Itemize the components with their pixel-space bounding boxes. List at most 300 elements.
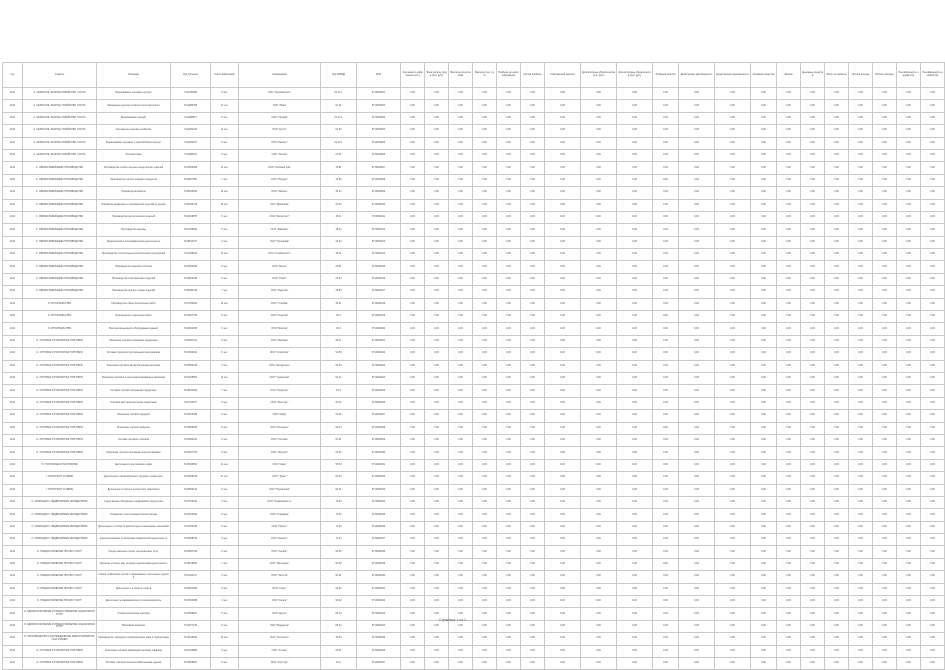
table-cell: 2011 [3,211,23,223]
table-cell: 0,00 [617,323,653,335]
table-cell: 0,00 [653,657,679,669]
table-cell: 0,00 [715,311,751,323]
table-cell: 4 чел. [211,236,239,248]
table-cell: 0,00 [873,100,897,112]
table-cell: 0,00 [497,571,521,583]
table-cell: 0,00 [581,187,617,199]
table-cell: 0,00 [921,311,945,323]
table-cell: 0,00 [545,211,581,223]
table-cell: 0,00 [873,372,897,384]
table-cell: 0,00 [545,261,581,273]
table-cell: 0,00 [521,360,545,372]
table-cell: 45.3 [321,323,357,335]
table-cell: 0,00 [449,323,473,335]
table-cell: 5710000003 [357,112,401,124]
table-cell: 0,00 [801,633,825,645]
table-cell: 0,00 [849,100,873,112]
table-cell: 0,00 [679,249,715,261]
table-cell: 2011 [3,149,23,161]
table-cell: ООО "Стройторг" [239,348,321,360]
table-cell: 0,00 [425,620,449,632]
table-cell: 0,00 [425,348,449,360]
table-cell: 0,00 [825,323,849,335]
table-cell: 0,00 [873,236,897,248]
table-cell: 0,00 [897,608,921,620]
column-header: Фонд оплаты труда (тыс. руб.) [425,63,449,88]
table-cell: 0,00 [473,434,497,446]
table-cell: 0,00 [679,496,715,508]
table-cell: 0,00 [897,137,921,149]
table-cell: O. ПРЕДОСТАВЛЕНИЕ ПРОЧИХ УСЛУГ [23,558,97,570]
table-cell: 0,00 [473,571,497,583]
column-header: Запасы [777,63,801,88]
table-cell: Розничная торговля бытовыми электротоварами [97,447,171,459]
table-cell: 0,00 [715,372,751,384]
table-cell: 0,00 [401,484,425,496]
table-cell: 0,00 [751,335,777,347]
table-cell: 7101044217 [171,571,211,583]
table-cell: 0,00 [825,397,849,409]
table-cell: O. ПРЕДОСТАВЛЕНИЕ ПРОЧИХ УСЛУГ [23,546,97,558]
table-cell: G. ОПТОВАЯ И РОЗНИЧНАЯ ТОРГОВЛЯ [23,385,97,397]
table-cell: 0,00 [825,496,849,508]
table-cell: 0,00 [581,311,617,323]
table-cell: Обработка древесины и производство изделий из дерева [97,199,171,211]
table-row [3,298,945,310]
table-cell: 0,00 [617,125,653,137]
table-cell: 0,00 [581,261,617,273]
table-cell: 85.12 [321,620,357,632]
table-cell: 0,00 [777,112,801,124]
table-cell: 0,00 [751,434,777,446]
table-row [3,249,945,261]
table-cell: 0,00 [473,385,497,397]
table-cell: 0,00 [497,558,521,570]
table-cell: 7101066819 [171,472,211,484]
table-row [3,422,945,434]
table-cell: 0,00 [617,273,653,285]
table-cell: 0,00 [679,385,715,397]
table-cell: 2011 [3,410,23,422]
table-cell: 0,00 [617,149,653,161]
table-cell: 5710000010 [357,199,401,211]
table-cell: 0,00 [715,633,751,645]
table-cell: 0,00 [777,211,801,223]
table-cell: ООО "Швейник" [239,224,321,236]
table-cell: 0,00 [545,249,581,261]
table-cell: 0,00 [449,360,473,372]
table-cell: 0,00 [617,348,653,360]
table-cell: 0,00 [425,583,449,595]
table-cell: 0,00 [679,311,715,323]
table-cell: 0,00 [873,509,897,521]
table-cell: 0,00 [617,162,653,174]
table-cell: 0,00 [849,521,873,533]
table-cell: 0,00 [401,112,425,124]
table-row [3,236,945,248]
table-cell: 0,00 [653,88,679,100]
table-cell: 0,00 [715,137,751,149]
table-cell: 0,00 [751,422,777,434]
table-cell: N. ЗДРАВООХРАНЕНИЕ И ПРЕДОСТАВЛЕНИЕ СОЦИАЛЬНЫХ УСЛУГ [23,608,97,620]
table-cell: 0,00 [545,571,581,583]
table-cell: 2011 [3,496,23,508]
table-cell: Деятельность прочего сухопутного транспорта [97,484,171,496]
table-cell: 0,00 [715,657,751,669]
table-cell: 0,00 [401,286,425,298]
column-header: Рентабельность продаж (%) [897,63,921,88]
table-cell: 0,00 [849,112,873,124]
table-cell: G. ОПТОВАЯ И РОЗНИЧНАЯ ТОРГОВЛЯ [23,348,97,360]
table-cell: 0,00 [653,360,679,372]
table-cell: ООО "Салон" [239,596,321,608]
table-cell: 0,00 [449,162,473,174]
table-cell: 5 чел. [211,335,239,347]
table-cell: Смешанное сельское хозяйство [97,125,171,137]
table-cell: 7104052226 [171,261,211,273]
table-cell: 5710000012 [357,224,401,236]
table-cell: 12 чел. [211,162,239,174]
table-cell: 0,00 [449,236,473,248]
table-cell: 0,00 [653,273,679,285]
table-cell: 0,00 [801,583,825,595]
table-cell: 0,00 [751,323,777,335]
table-cell: 0,00 [849,236,873,248]
table-cell: 0,00 [521,100,545,112]
table-cell: 0,00 [401,447,425,459]
table-cell: 0,00 [581,224,617,236]
table-cell: 51.51 [321,434,357,446]
table-cell: 0,00 [825,286,849,298]
table-cell: 0,00 [425,211,449,223]
table-cell: 0,00 [873,112,897,124]
table-cell: 0,00 [873,534,897,546]
table-cell: 0,00 [849,348,873,360]
table-cell: 0,00 [921,323,945,335]
table-cell: 6 чел. [211,224,239,236]
table-cell: 0,00 [617,633,653,645]
table-cell: 0,00 [401,385,425,397]
table-cell: 0,00 [425,236,449,248]
table-cell: 0,00 [449,261,473,273]
table-cell: 0,00 [849,335,873,347]
table-cell: 0,00 [777,633,801,645]
table-cell: 7105063218 [171,360,211,372]
table-row [3,385,945,397]
table-cell: 0,00 [449,534,473,546]
table-cell: 0,00 [581,112,617,124]
table-cell: 0,00 [473,224,497,236]
table-cell: 0,00 [521,620,545,632]
table-cell: 0,00 [801,496,825,508]
table-cell: 7111288871 [171,112,211,124]
table-cell: 0,00 [679,620,715,632]
table-cell: 0,00 [473,298,497,310]
table-cell: 0,00 [497,174,521,186]
table-cell: 0,00 [449,397,473,409]
table-cell: 7102058346 [171,422,211,434]
table-cell: 5710000042 [357,596,401,608]
table-cell: Монтаж инженерного оборудования зданий [97,323,171,335]
table-cell: 0,00 [825,434,849,446]
table-cell: 0,00 [473,335,497,347]
table-cell: 0,00 [449,100,473,112]
table-cell: 92.62 [321,583,357,595]
table-cell: 0,00 [653,434,679,446]
table-cell: 0,00 [581,360,617,372]
table-cell: 0,00 [679,335,715,347]
table-cell: 0,00 [473,608,497,620]
table-cell: 0,00 [715,199,751,211]
table-cell: 0,00 [521,112,545,124]
table-cell: 15 чел. [211,199,239,211]
table-cell: 0,00 [581,434,617,446]
table-cell: ООО "Чистота" [239,571,321,583]
table-cell: 0,00 [679,100,715,112]
table-cell: 7102044356 [171,323,211,335]
table-cell: 0,00 [825,372,849,384]
table-cell: 0,00 [497,472,521,484]
table-cell: 0,00 [449,608,473,620]
table-cell: 0,00 [849,397,873,409]
table-cell: 0,00 [777,311,801,323]
table-cell: 0,00 [497,534,521,546]
table-cell: G. ОПТОВАЯ И РОЗНИЧНАЯ ТОРГОВЛЯ [23,422,97,434]
table-cell: 4 чел. [211,534,239,546]
table-cell: 0,00 [715,174,751,186]
table-cell: 0,00 [401,236,425,248]
table-cell: 9 чел. [211,620,239,632]
table-cell: 0,00 [849,657,873,669]
table-cell: 0,00 [849,422,873,434]
table-cell: 70.32 [321,509,357,521]
table-cell: 2011 [3,137,23,149]
table-cell: 0,00 [545,534,581,546]
table-row [3,397,945,409]
table-cell: 0,00 [751,137,777,149]
table-cell: 0,00 [679,348,715,360]
table-cell: 0,00 [425,657,449,669]
table-cell: ООО "Агрокомплекс" [239,88,321,100]
table-cell: 0,00 [473,261,497,273]
table-cell: 0,00 [653,509,679,521]
table-cell: 0,00 [825,447,849,459]
table-cell: 7111790385 [171,88,211,100]
table-cell: 0,00 [715,323,751,335]
table-cell: Розничная торговля в неспециализированных магазинах [97,372,171,384]
table-cell: 0,00 [653,633,679,645]
table-cell: 0,00 [449,224,473,236]
table-cell: 0,00 [545,199,581,211]
table-cell: 0,00 [849,360,873,372]
table-cell: 0,00 [825,112,849,124]
table-cell: 7 чел. [211,558,239,570]
table-cell: 5 чел. [211,273,239,285]
table-cell: Производство прочих пищевых продуктов [97,174,171,186]
table-cell: 2011 [3,657,23,669]
table-cell: 5710000022 [357,348,401,360]
table-cell: 0,00 [715,298,751,310]
table-cell: 0,00 [473,422,497,434]
table-cell: 0,00 [777,249,801,261]
table-cell: 0,00 [801,88,825,100]
table-cell: D. ПРОИЗВОДСТВО И РАСПРЕДЕЛЕНИЕ ЭЛЕКТРОЭНЕРГИИ, ГАЗА И ВОДЫ [23,633,97,645]
table-cell: 0,00 [497,137,521,149]
table-cell: 0,00 [921,583,945,595]
table-cell: 0,00 [425,645,449,657]
table-cell: 0,00 [777,236,801,248]
table-cell: 0,00 [751,162,777,174]
table-cell: 0,00 [545,385,581,397]
table-cell: 0,00 [679,434,715,446]
table-cell: 0,00 [751,112,777,124]
table-cell: 0,00 [425,558,449,570]
table-cell: 0,00 [617,583,653,595]
table-cell: 0,00 [473,509,497,521]
table-cell: 0,00 [679,187,715,199]
column-header: Дебиторская задолженность [679,63,715,88]
table-row [3,335,945,347]
table-cell: 0,00 [401,645,425,657]
table-cell: 0,00 [849,558,873,570]
table-cell: 10 чел. [211,187,239,199]
table-cell: 0,00 [449,273,473,285]
table-cell: Стоматологическая практика [97,608,171,620]
table-cell: G. ОПТОВАЯ И РОЗНИЧНАЯ ТОРГОВЛЯ [23,645,97,657]
table-cell: 5710000029 [357,434,401,446]
table-cell: 5710000001 [357,88,401,100]
table-cell: 0,00 [545,657,581,669]
table-cell: 12 чел. [211,459,239,471]
table-cell: 0,00 [617,608,653,620]
table-cell: 7111086410 [171,149,211,161]
table-cell: 0,00 [921,273,945,285]
table-cell: 0,00 [497,211,521,223]
table-cell: 2011 [3,224,23,236]
table-row [3,112,945,124]
table-cell: 0,00 [473,645,497,657]
table-cell: 0,00 [521,608,545,620]
table-cell: K. ОПЕРАЦИИ С НЕДВИЖИМЫМ ИМУЩЕСТВОМ [23,534,97,546]
table-cell: 0,00 [521,311,545,323]
table-cell: 0,00 [617,261,653,273]
table-cell: 0,00 [751,521,777,533]
column-header: Прочие доходы [849,63,873,88]
table-cell: 0,00 [425,534,449,546]
table-cell: Производство прочих готовых изделий [97,286,171,298]
table-cell: 0,00 [521,571,545,583]
table-cell: 0,00 [921,348,945,360]
table-cell: 0,00 [751,608,777,620]
table-cell: 0,00 [449,447,473,459]
table-cell: 0,00 [801,620,825,632]
table-cell: 0,00 [581,162,617,174]
table-cell: 0,00 [751,88,777,100]
table-cell: 0,00 [581,645,617,657]
table-cell: 0,00 [751,236,777,248]
table-cell: 0,00 [777,174,801,186]
table-cell: 7108021650 [171,583,211,595]
table-cell: 0,00 [825,125,849,137]
table-cell: 0,00 [777,422,801,434]
table-cell: 5710000047 [357,657,401,669]
table-cell: 0,00 [617,236,653,248]
table-cell: 0,00 [497,88,521,100]
table-cell: 15.89 [321,174,357,186]
table-cell: 0,00 [449,633,473,645]
table-cell: 0,00 [679,534,715,546]
table-cell: 01.12.1 [321,112,357,124]
table-cell: 5710000040 [357,571,401,583]
table-cell: 0,00 [679,162,715,174]
table-cell: Сдача внаем собственного недвижимого имущества [97,496,171,508]
table-cell: 2011 [3,125,23,137]
table-cell: 0,00 [777,125,801,137]
table-cell: 0,00 [401,620,425,632]
table-cell: 0,00 [921,360,945,372]
table-cell: ООО "Магазин" [239,335,321,347]
table-cell: Врачебная практика [97,620,171,632]
table-cell: 0,00 [897,149,921,161]
table-cell: 0,00 [401,496,425,508]
table-cell: 2011 [3,484,23,496]
table-cell: 0,00 [449,596,473,608]
table-cell: 0,00 [581,558,617,570]
table-cell: 0,00 [545,496,581,508]
table-cell: 8 чел. [211,137,239,149]
table-cell: 0,00 [653,534,679,546]
table-cell: 0,00 [617,534,653,546]
table-row [3,286,945,298]
table-cell: 0,00 [617,397,653,409]
table-cell: 0,00 [449,187,473,199]
table-cell: 0,00 [777,583,801,595]
table-cell: 0,00 [873,596,897,608]
table-cell: 0,00 [679,224,715,236]
table-cell: 0,00 [425,298,449,310]
table-cell: 0,00 [497,459,521,471]
table-cell: 0,00 [801,657,825,669]
table-cell: 0,00 [679,509,715,521]
table-cell: 10 чел. [211,372,239,384]
table-cell: 01.11.1 [321,88,357,100]
table-cell: 0,00 [801,323,825,335]
table-cell: 0,00 [751,620,777,632]
table-cell: 0,00 [777,261,801,273]
table-cell: 0,00 [521,546,545,558]
table-cell: 0,00 [921,249,945,261]
table-cell: 0,00 [801,558,825,570]
table-cell: 5 чел. [211,521,239,533]
table-cell: 0,00 [617,385,653,397]
table-cell: 0,00 [921,187,945,199]
table-cell: 0,00 [849,645,873,657]
table-cell: 2011 [3,88,23,100]
table-cell: 0,00 [521,249,545,261]
table-cell: 0,00 [449,645,473,657]
table-cell: 0,00 [581,249,617,261]
table-cell: 0,00 [617,521,653,533]
table-cell: 0,00 [497,633,521,645]
table-cell: 0,00 [897,496,921,508]
table-cell: 0,00 [653,162,679,174]
table-cell: 0,00 [801,187,825,199]
table-cell: 2011 [3,620,23,632]
table-cell: 0,00 [801,273,825,285]
table-cell: 0,00 [401,348,425,360]
table-cell: 0,00 [401,211,425,223]
table-cell: 0,00 [897,459,921,471]
